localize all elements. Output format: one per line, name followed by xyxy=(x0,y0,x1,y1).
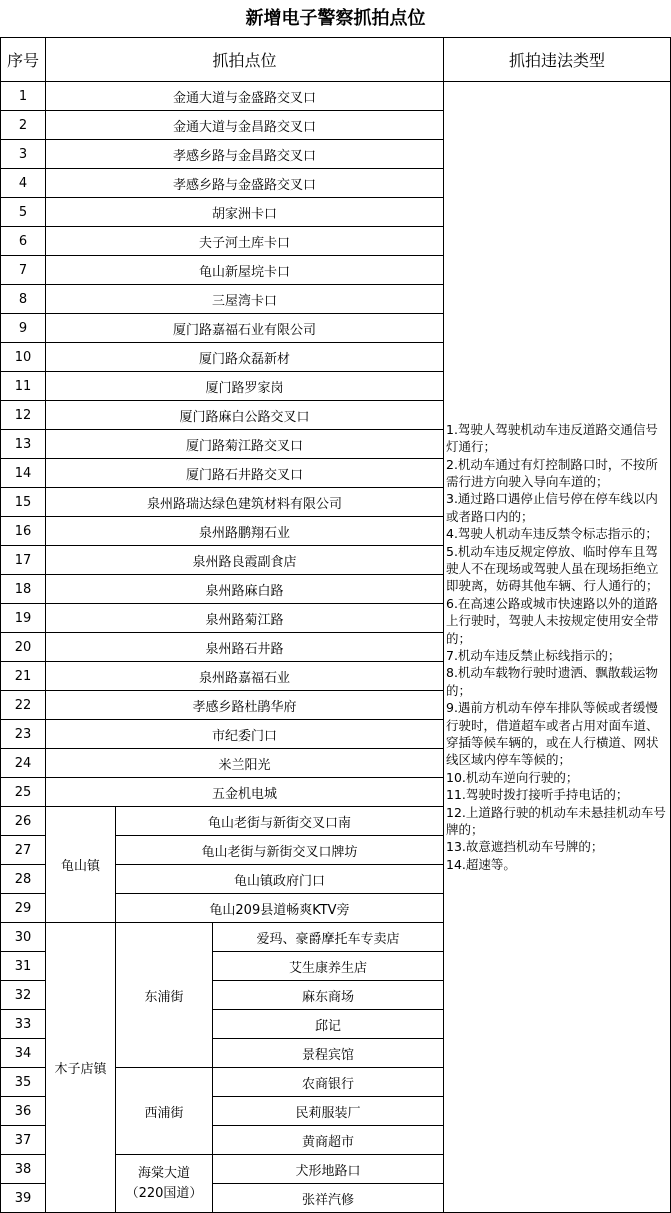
row-location: 泉州路瑞达绿色建筑材料有限公司 xyxy=(46,488,444,517)
camera-location-table xyxy=(0,37,671,1213)
row-number: 10 xyxy=(1,343,46,372)
row-location: 黄商超市 xyxy=(213,1126,444,1155)
row-location: 孝感乡路与金盛路交叉口 xyxy=(46,169,444,198)
violation-type-item: 6.在高速公路或城市快速路以外的道路上行驶时，驾驶人未按规定使用安全带的； xyxy=(446,595,659,646)
row-number: 28 xyxy=(1,865,46,894)
violation-type-item: 5.机动车违反规定停放、临时停车且驾驶人不在现场或驾驶人虽在现场拒绝立即驶离，妨碍其他车辆、行人通行的； xyxy=(446,543,659,594)
header-location: 抓拍点位 xyxy=(46,38,444,82)
row-number: 14 xyxy=(1,459,46,488)
row-location: 民莉服装厂 xyxy=(213,1097,444,1126)
row-number: 18 xyxy=(1,575,46,604)
row-location: 金通大道与金盛路交叉口 xyxy=(46,82,444,111)
row-number: 21 xyxy=(1,662,46,691)
row-location: 三屋湾卡口 xyxy=(46,285,444,314)
row-location: 张祥汽修 xyxy=(213,1184,444,1213)
row-location: 市纪委门口 xyxy=(46,720,444,749)
row-number: 23 xyxy=(1,720,46,749)
street-name-line: 海棠大道 xyxy=(137,1165,190,1181)
row-number: 34 xyxy=(1,1039,46,1068)
row-location: 米兰阳光 xyxy=(46,749,444,778)
row-number: 30 xyxy=(1,923,46,952)
row-number: 38 xyxy=(1,1155,46,1184)
town-guishan: 龟山镇 xyxy=(46,807,116,923)
row-number: 2 xyxy=(1,111,46,140)
violation-type-item: 8.机动车载物行驶时遗洒、飘散载运物的； xyxy=(446,665,658,698)
row-location: 金通大道与金昌路交叉口 xyxy=(46,111,444,140)
violation-type-item: 7.机动车违反禁止标线指示的； xyxy=(446,648,621,663)
violation-type-item: 2.机动车通过有灯控制路口时，不按所需行进方向驶入导向车道的； xyxy=(446,456,658,489)
row-location: 麻东商场 xyxy=(213,981,444,1010)
page-title: 新增电子警察抓拍点位 xyxy=(245,8,426,29)
row-location: 景程宾馆 xyxy=(213,1039,444,1068)
row-location: 厦门路菊江路交叉口 xyxy=(46,430,444,459)
row-number: 4 xyxy=(1,169,46,198)
row-location: 泉州路良霞副食店 xyxy=(46,546,444,575)
row-number: 26 xyxy=(1,807,46,836)
row-number: 17 xyxy=(1,546,46,575)
row-location: 厦门路众磊新材 xyxy=(46,343,444,372)
row-location: 五金机电城 xyxy=(46,778,444,807)
row-number: 32 xyxy=(1,981,46,1010)
row-location: 爱玛、豪爵摩托车专卖店 xyxy=(213,923,444,952)
violation-type-item: 3.通过路口遇停止信号停在停车线以内或者路口内的； xyxy=(446,491,658,524)
header-violation-type: 抓拍违法类型 xyxy=(444,38,671,82)
row-location: 农商银行 xyxy=(213,1068,444,1097)
row-number: 31 xyxy=(1,952,46,981)
row-location: 龟山老街与新街交叉口牌坊 xyxy=(116,836,444,865)
row-number: 13 xyxy=(1,430,46,459)
row-number: 12 xyxy=(1,401,46,430)
row-location: 胡家洲卡口 xyxy=(46,198,444,227)
row-location: 龟山老街与新街交叉口南 xyxy=(116,807,444,836)
row-number: 22 xyxy=(1,691,46,720)
row-number: 1 xyxy=(1,82,46,111)
row-number: 24 xyxy=(1,749,46,778)
row-location: 邱记 xyxy=(213,1010,444,1039)
violation-type-item: 4.驾驶人机动车违反禁令标志指示的； xyxy=(446,526,658,542)
town-muzidian: 木子店镇 xyxy=(46,923,116,1213)
row-location: 厦门路麻白公路交叉口 xyxy=(46,401,444,430)
row-location: 泉州路菊江路 xyxy=(46,604,444,633)
row-number: 33 xyxy=(1,1010,46,1039)
row-location: 艾生康养生店 xyxy=(213,952,444,981)
violation-type-item: 13.故意遮挡机动车号牌的； xyxy=(446,839,604,855)
row-number: 11 xyxy=(1,372,46,401)
row-number: 8 xyxy=(1,285,46,314)
row-number: 7 xyxy=(1,256,46,285)
street-dongpu: 东浦街 xyxy=(116,923,213,1068)
row-location: 龟山新屋垸卡口 xyxy=(46,256,444,285)
row-number: 36 xyxy=(1,1097,46,1126)
row-number: 19 xyxy=(1,604,46,633)
row-location: 孝感乡路与金昌路交叉口 xyxy=(46,140,444,169)
row-location: 孝感乡路杜鹃华府 xyxy=(46,691,444,720)
table-header-row xyxy=(1,38,671,82)
row-location: 泉州路石井路 xyxy=(46,633,444,662)
row-number: 5 xyxy=(1,198,46,227)
violation-type-item: 14.超速等。 xyxy=(446,856,516,872)
violation-type-item: 1.驾驶人驾驶机动车违反道路交通信号灯通行； xyxy=(446,421,658,455)
street-haitang xyxy=(116,1155,213,1213)
violation-type-item: 11.驾驶时拨打接听手持电话的； xyxy=(446,787,629,803)
row-number: 15 xyxy=(1,488,46,517)
row-number: 16 xyxy=(1,517,46,546)
row-location: 夫子河土库卡口 xyxy=(46,227,444,256)
row-location: 龟山镇政府门口 xyxy=(116,865,444,894)
row-location: 厦门路石井路交叉口 xyxy=(46,459,444,488)
violation-type-item: 12.上道路行驶的机动车未悬挂机动车号牌的； xyxy=(446,804,666,838)
row-number: 9 xyxy=(1,314,46,343)
row-number: 37 xyxy=(1,1126,46,1155)
row-number: 35 xyxy=(1,1068,46,1097)
row-number: 20 xyxy=(1,633,46,662)
row-number: 6 xyxy=(1,227,46,256)
row-location: 泉州路鹏翔石业 xyxy=(46,517,444,546)
table-row xyxy=(1,82,671,111)
header-num: 序号 xyxy=(1,38,46,82)
row-location: 厦门路嘉福石业有限公司 xyxy=(46,314,444,343)
row-location: 厦门路罗家岗 xyxy=(46,372,444,401)
row-number: 25 xyxy=(1,778,46,807)
row-number: 29 xyxy=(1,894,46,923)
violation-type-item: 9.遇前方机动车停车排队等候或者缓慢行驶时，借道超车或者占用对面车道、穿插等候车辆的，或在人行横道、网状线区域内停车等候的； xyxy=(446,700,659,768)
row-location: 犬形地路口 xyxy=(213,1155,444,1184)
row-location: 龟山209县道畅爽KTV旁 xyxy=(116,894,444,923)
row-number: 39 xyxy=(1,1184,46,1213)
row-location: 泉州路嘉福石业 xyxy=(46,662,444,691)
street-xipu: 西浦街 xyxy=(116,1068,213,1155)
street-name-line: （220国道） xyxy=(125,1185,203,1201)
row-location: 泉州路麻白路 xyxy=(46,575,444,604)
row-number: 3 xyxy=(1,140,46,169)
violation-types-cell xyxy=(444,82,671,1213)
violation-type-item: 10.机动车逆向行驶的； xyxy=(446,769,579,785)
row-number: 27 xyxy=(1,836,46,865)
